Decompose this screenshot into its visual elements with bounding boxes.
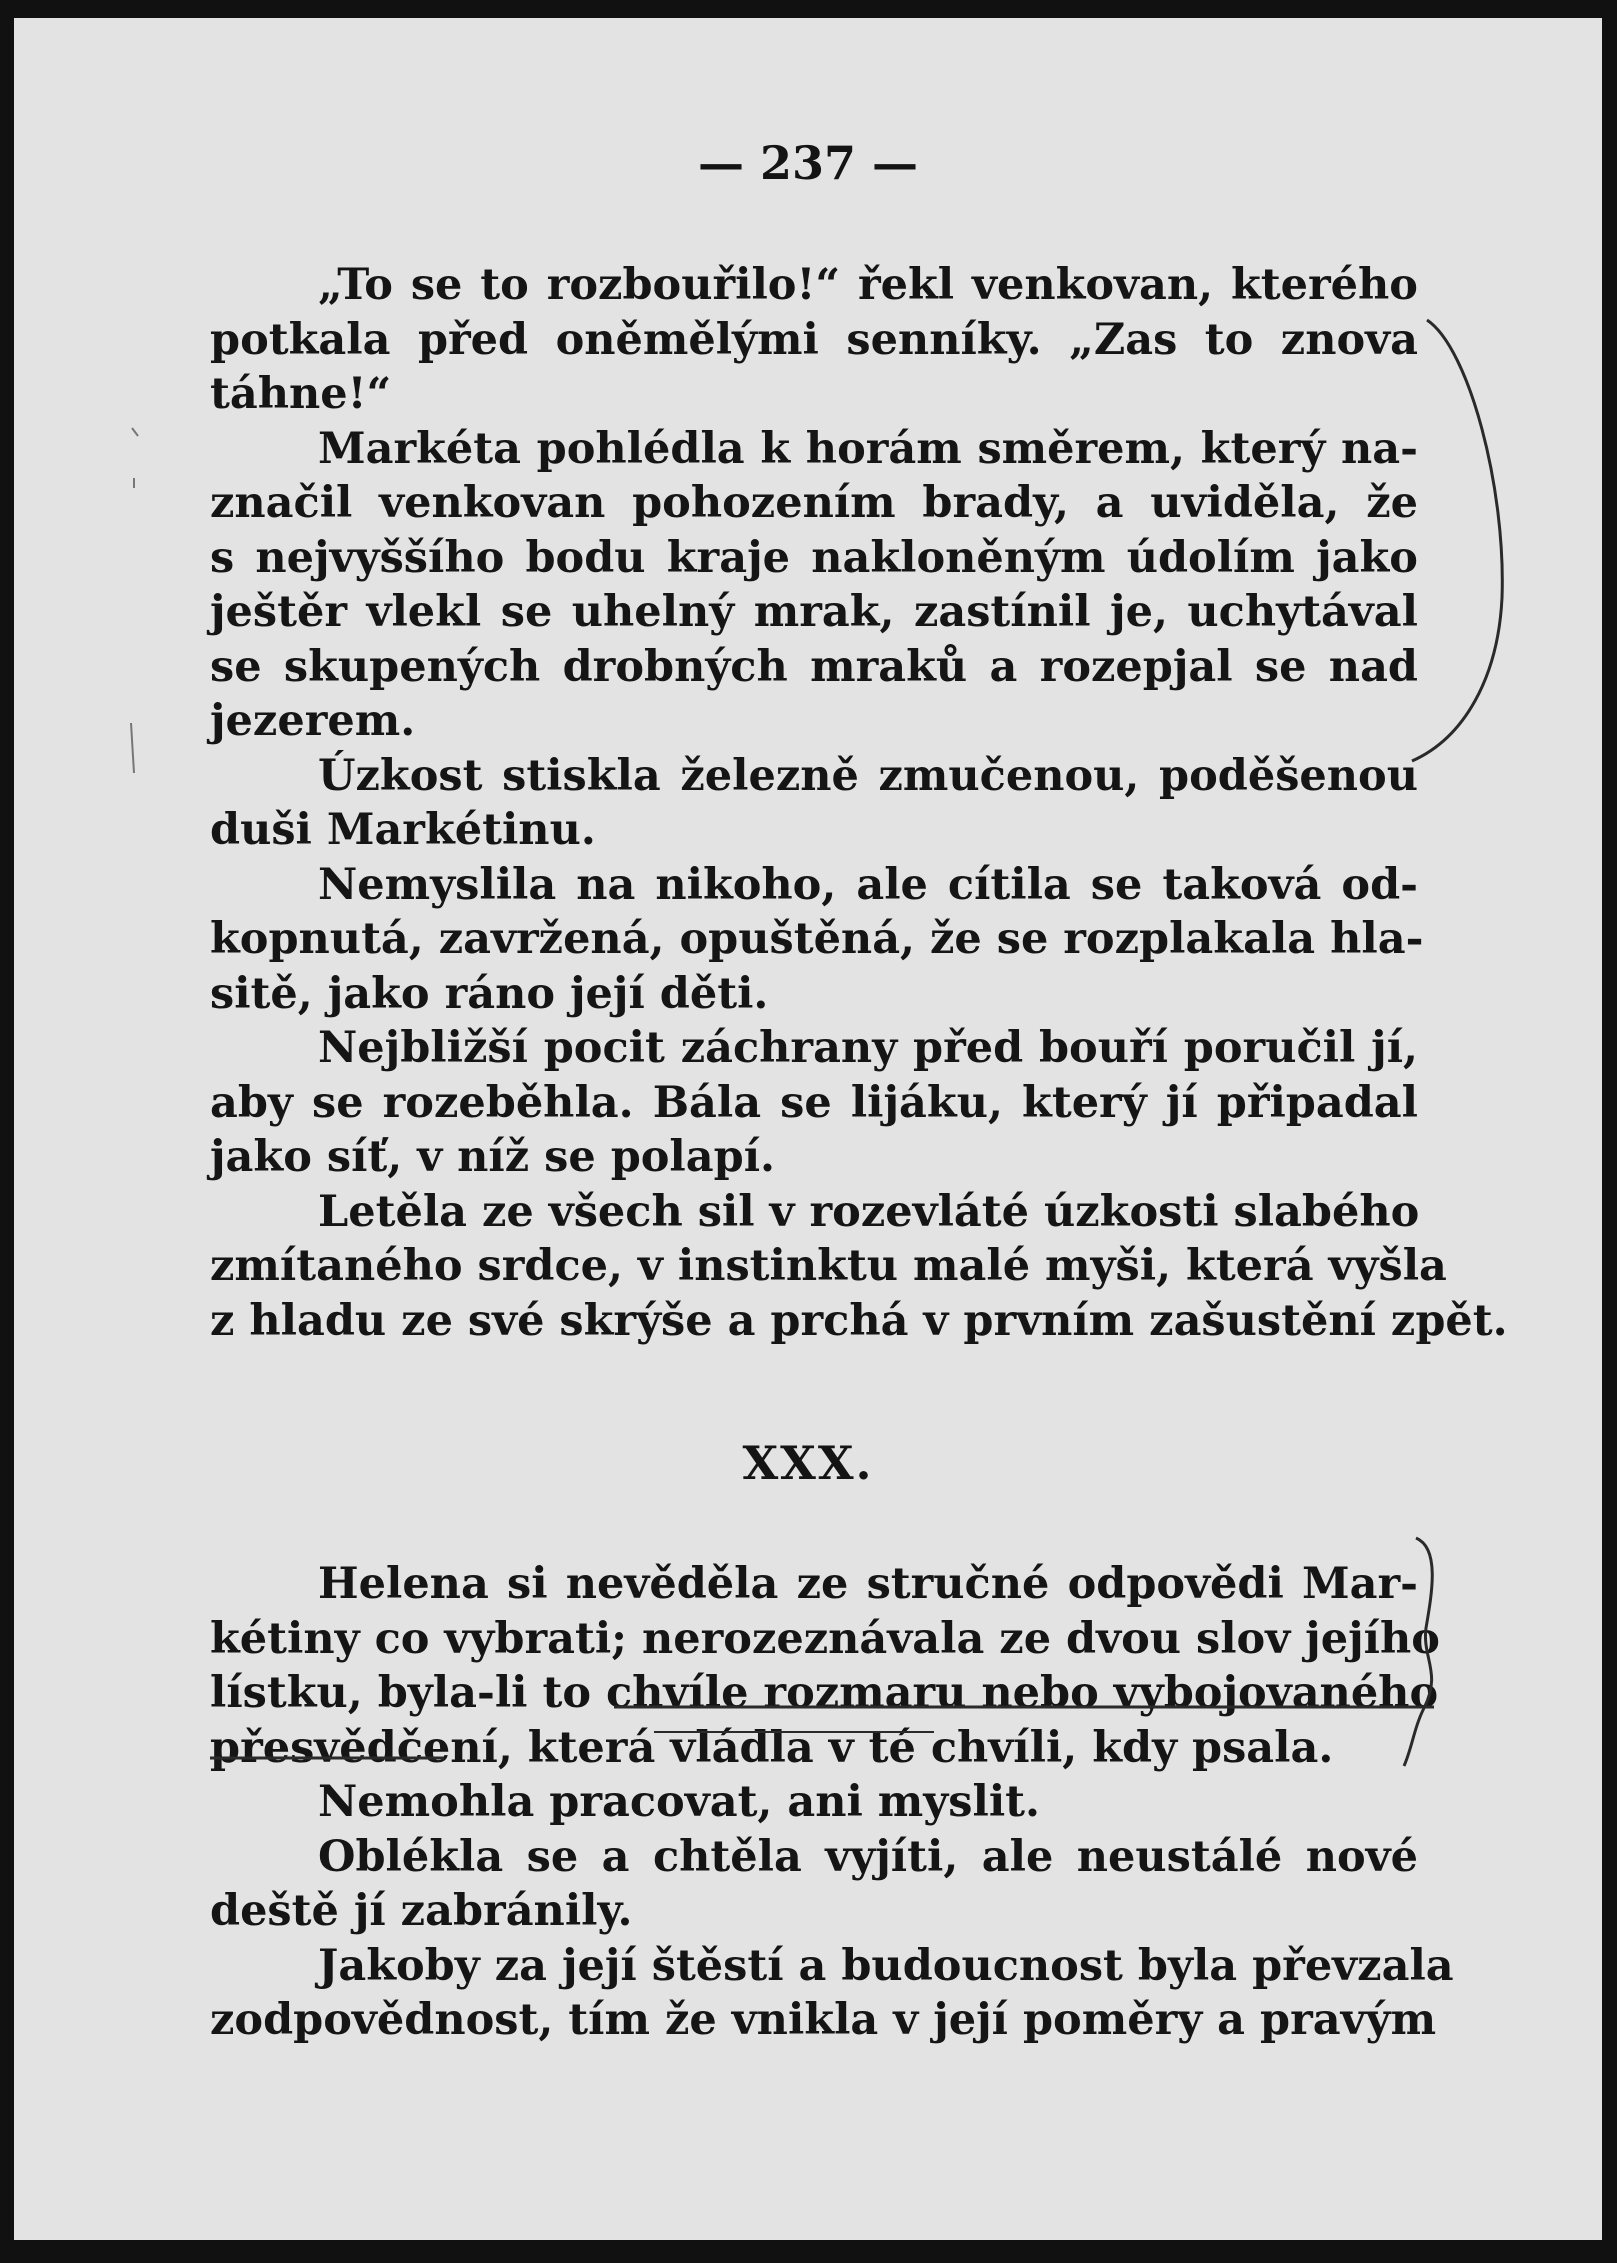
text-line: sitě, jako ráno její děti. [210,968,769,1019]
text-line: zmítaného srdce, v instinktu malé myši, která vyšla [210,1241,1447,1291]
text-line: se skupených drobných mraků a rozepjal se nad [210,641,1418,692]
text-line: Helena si nevěděla ze stručné odpovědi Mar- [318,1559,1418,1609]
chapter-heading: XXX. [742,1436,874,1490]
paragraphs-part-two [210,1557,1454,2048]
paragraphs-part-one [210,258,1508,1348]
text-line: z hladu ze své skrýše a prchá v prvním zašustění zpět. [210,1295,1508,1346]
text-line: lístku, byla-li to chvíle rozmaru nebo vybojovaného [210,1668,1439,1718]
text-line: Nemyslila na nikoho, ale cítila se taková od- [318,859,1418,910]
text-line: Oblékla se a chtěla vyjíti, ale neustálé nové [318,1831,1418,1882]
text-line: Nemohla pracovat, ani myslit. [318,1777,1040,1827]
text-line: táhne!“ [210,369,392,419]
text-line: Letěla ze všech sil v rozevláté úzkosti slabého [318,1186,1420,1237]
text-line: potkala před oněmělými senníky. „Zas to znova [210,314,1418,365]
text-line: ještěr vlekl se uhelný mrak, zastínil je, uchytával [210,587,1418,637]
text-line: značil venkovan pohozením brady, a uviděla, že [210,478,1418,528]
text-line: duši Markétinu. [210,805,596,855]
text-line: „To se to rozbouřilo!“ řekl venkovan, kterého [318,260,1418,310]
text-line: Markéta pohlédla k horám směrem, který na- [318,423,1418,474]
text-line: Jakoby za její štěstí a budoucnost byla převzala [318,1940,1454,1991]
page-number: — 237 — [697,136,919,190]
text-line: přesvědčení, která vládla v té chvíli, kdy psala. [210,1722,1334,1773]
text-line: Nejbližší pocit záchrany před bouří poručil jí, [318,1023,1418,1073]
text-line: kétiny co vybrati; nerozeznávala ze dvou slov jejího [210,1613,1440,1664]
text-line: jako síť, v níž se polapí. [210,1132,776,1182]
text-line: aby se rozeběhla. Bála se lijáku, který jí připadal [210,1077,1418,1128]
margin-bracket-mark [1412,320,1502,761]
text-line: kopnutá, zavržená, opuštěná, že se rozplakala hla- [210,914,1424,964]
text-line: deště jí zabránily. [210,1886,633,1936]
text-line: zodpovědnost, tím že vnikla v její poměry a pravým [210,1995,1437,2045]
book-page [14,18,1602,2240]
text-line: jezerem. [210,696,416,746]
text-line: Úzkost stiskla železně zmučenou, poděšenou [318,750,1418,801]
margin-speck-mark [131,428,138,773]
text-line: s nejvyššího bodu kraje nakloněným údolím jako [210,532,1418,583]
